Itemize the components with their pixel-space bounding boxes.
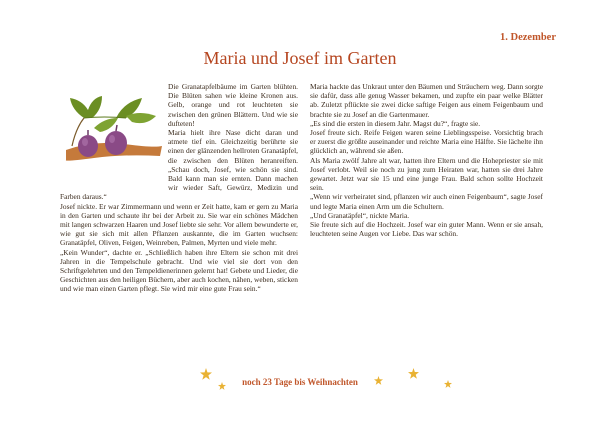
page-title: Maria und Josef im Garten	[203, 48, 397, 68]
text-column-right	[310, 82, 543, 238]
countdown-footer: noch 23 Tage bis Weihnachten	[242, 377, 358, 387]
leaf-shape	[70, 96, 102, 118]
paragraph: Sie freute sich auf die Hochzeit. Josef war ein guter Mann. Wenn er sie ansah, leuchteten seine Augen vor Liebe. Das war schön.	[310, 220, 543, 239]
date-label: 1. Dezember	[500, 32, 556, 43]
paragraph: „Wenn wir verheiratet sind, pflanzen wir auch einen Feigenbaum“, sagte Josef und legte Maria einen Arm um die Schultern.	[310, 192, 543, 211]
paragraph: Die Granatapfelbäume im Garten blühten. Die Blüten sahen wie kleine Kronen aus. Gelb, orange und rot leuchteten sie zwischen den grünen Blättern. Und wie sie dufteten!	[168, 82, 298, 128]
paragraph: „Kein Wunder“, dachte er. „Schließlich haben ihre Eltern sie schon mit drei Jahren in die Tempelschule gebracht. Und wie viel sie dort von den Schriftgelehrten und den Tempeldienerinnen gelernt hat! Gebete und Lieder, die Geschichten aus den heiligen Büchern, aber auch kochen, nähen, weben, sticken und wie man einen Garten pflegt. Sie wird mir eine gute Frau sein.“	[60, 247, 298, 294]
paragraph: Maria hielt ihre Nase dicht daran und atmete tief ein. Gleichzeitig berührte sie einen der glänzenden hellroten Granatäpfel, die zwischen den Blüten heranreiften. „Schau doch, Josef, wie schön sie sind. Bald kann man sie ernten. Dann machen wir wieder Saft, Gewürz, Medizin und Farben daraus.“	[60, 128, 298, 202]
paragraph: Josef freute sich. Reife Feigen waren seine Lieblingsspeise. Vorsichtig brach er zuerst die größte auseinander und reichte Maria eine Hälfte. Sie lächelte ihn glücklich an, während sie aßen.	[310, 128, 543, 156]
paragraph: „Und Granatäpfel“, nickte Maria.	[310, 210, 410, 220]
fig-shape	[105, 131, 127, 155]
fig-shape	[78, 135, 98, 157]
fig-branch-icon	[64, 88, 164, 166]
paragraph: „Es sind die ersten in diesem Jahr. Magst du?“, fragte sie.	[310, 118, 481, 128]
paragraph: Als Maria zwölf Jahre alt war, hatten ihre Eltern und die Hohepriester sie mit Josef verlobt. Weil sie noch zu jung zum Heiraten war, hatten sie drei Jahre gewartet. Jetzt war sie 15 und eine junge Frau. Bald schon sollte Hochzeit sein.	[310, 155, 543, 193]
paragraph: Josef nickte. Er war Zimmermann und wenn er Zeit hatte, kam er gern zu Maria in den Garten und schaute ihr bei der Arbeit zu. Sie war ein schönes Mädchen mit langen schwarzen Haaren und Josef liebte sie sehr. Vor allem bewunderte er, wie gut sie sich mit allen Pflanzen auskannte, die im Garten wuchsen: Granatäpfel, Oliven, Feigen, Weinreben, Palmen, Myrten und viele mehr.	[60, 201, 298, 248]
paragraph: Maria hackte das Unkraut unter den Bäumen und Sträuchern weg. Dann sorgte sie dafür, dass alle genug Wasser bekamen, und zupfte ein paar welke Blätter ab. Zuletzt pflückte sie zwei dicke saftige Feigen aus einem Feigenbaum und brachte sie zu Josef an die Gartenmauer.	[310, 82, 544, 119]
